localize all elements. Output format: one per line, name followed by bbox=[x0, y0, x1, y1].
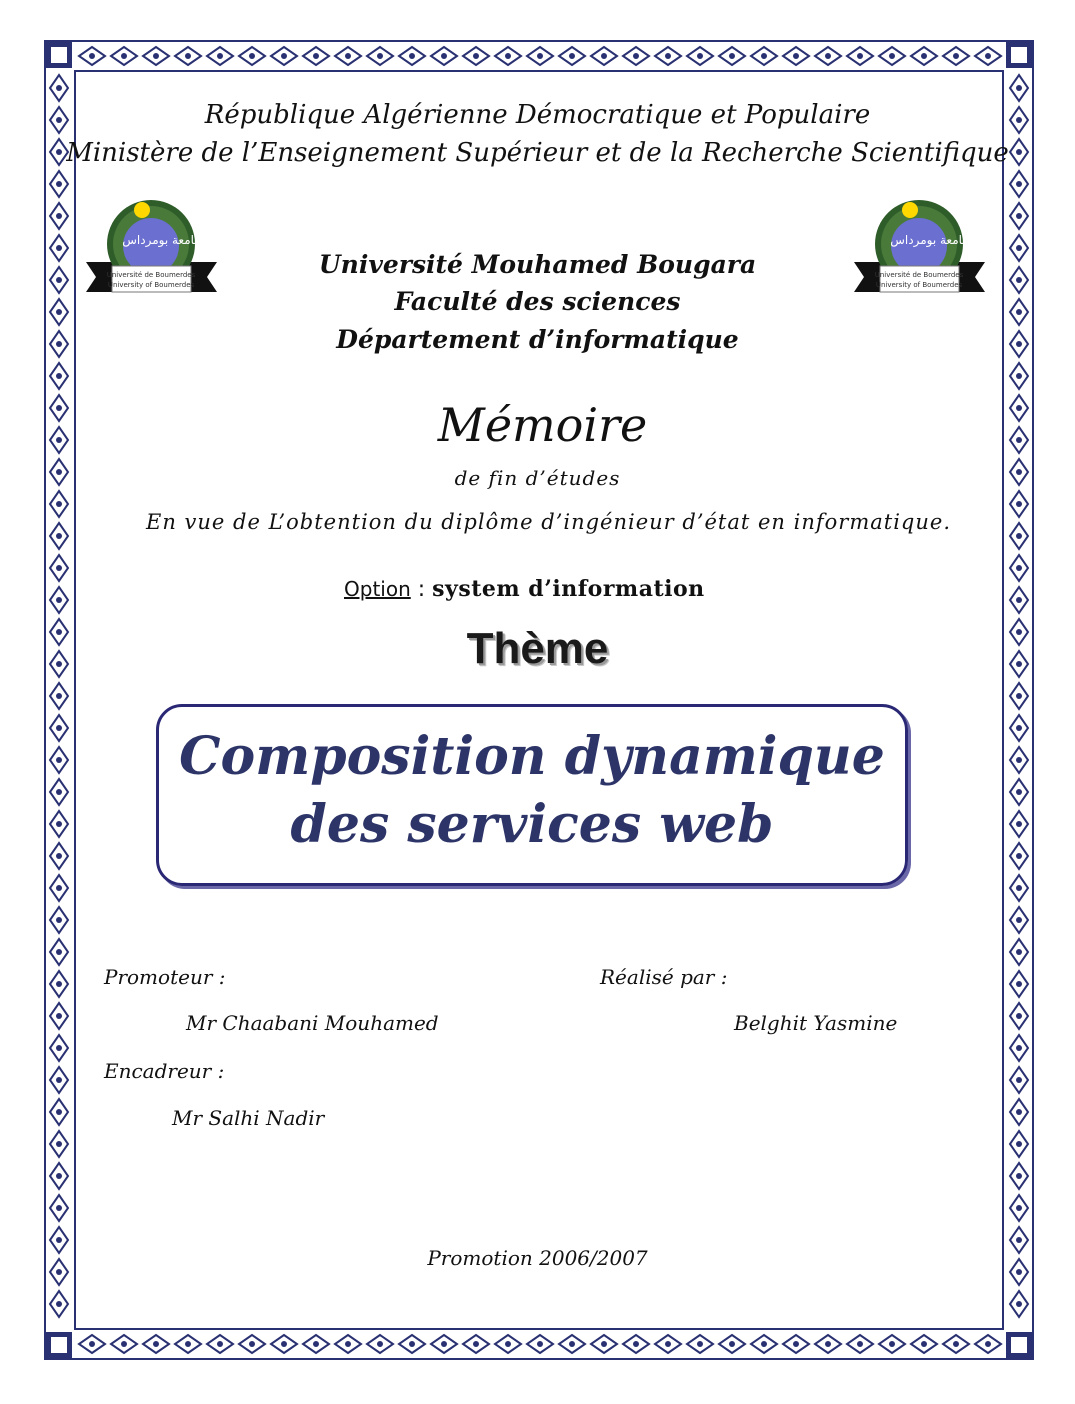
header-republic: République Algérienne Démocratique et Populaire bbox=[204, 100, 871, 130]
option-line bbox=[344, 576, 705, 602]
memoire-title: Mémoire bbox=[437, 398, 648, 452]
promoteur-name: Mr Chaabani Mouhamed bbox=[186, 1011, 439, 1035]
encadreur-label: Encadreur : bbox=[104, 1059, 225, 1083]
realise-label: Réalisé par : bbox=[600, 965, 728, 989]
header-ministry: Ministère de l’Enseignement Supérieur et de la Recherche Scientifique bbox=[66, 138, 1009, 168]
theme-title-line1: Composition dynamique bbox=[179, 726, 885, 787]
theme-label: Thème bbox=[466, 624, 609, 673]
memoire-purpose: En vue de L’obtention du diplôme d’ingénieur d’état en informatique. bbox=[146, 510, 951, 534]
realise-name: Belghit Yasmine bbox=[734, 1011, 898, 1035]
logo-label-en: University of Boumerdes bbox=[107, 281, 195, 289]
logo-arabic-text: جامعة بومرداس bbox=[890, 233, 970, 247]
option-separator: : bbox=[410, 577, 433, 602]
university-name: Université Mouhamed Bougara bbox=[318, 250, 757, 279]
department-name: Département d’informatique bbox=[336, 325, 739, 354]
logo-label-fr: Université de Boumerdes bbox=[106, 271, 196, 279]
logo-arabic-text: جامعة بومرداس bbox=[122, 233, 202, 247]
promoteur-label: Promoteur : bbox=[104, 965, 226, 989]
faculty-name: Faculté des sciences bbox=[394, 287, 681, 316]
logo-label-fr: Université de Boumerdes bbox=[874, 271, 964, 279]
logo-label-en: University of Boumerdes bbox=[875, 281, 963, 289]
theme-title-line2: des services web bbox=[290, 794, 774, 855]
promotion-year: Promotion 2006/2007 bbox=[427, 1246, 648, 1270]
memoire-subtitle: de fin d’études bbox=[454, 466, 621, 490]
option-value: system d’information bbox=[432, 576, 705, 602]
option-label: Option bbox=[344, 577, 411, 601]
encadreur-name: Mr Salhi Nadir bbox=[172, 1106, 325, 1130]
university-logo-left bbox=[84, 196, 219, 300]
university-logo-right bbox=[852, 196, 987, 300]
